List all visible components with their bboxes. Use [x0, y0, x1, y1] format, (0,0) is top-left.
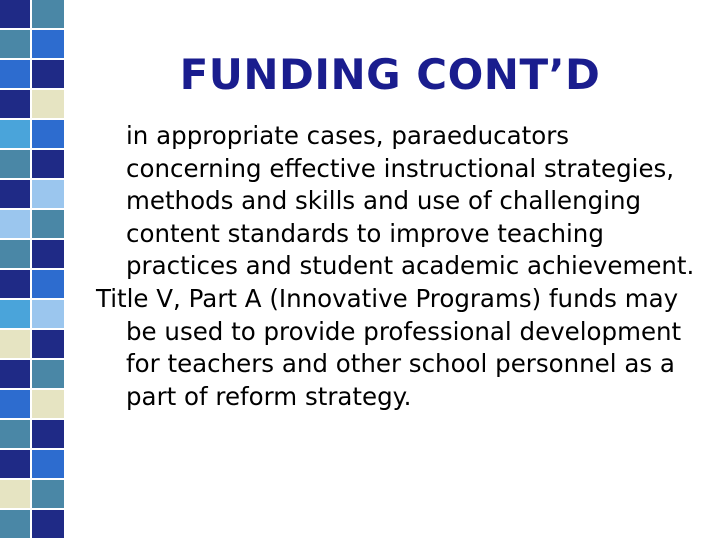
stripe-block — [0, 0, 30, 30]
stripe-block — [32, 180, 64, 210]
slide-title: FUNDING CONT’D — [179, 50, 601, 99]
stripe-block — [32, 270, 64, 300]
stripe-block — [0, 120, 30, 150]
slide-body — [96, 120, 706, 413]
stripe-block — [0, 60, 30, 90]
stripe-block — [0, 270, 30, 300]
body-paragraph: in appropriate cases, paraeducators concerning effective instructional strategies, methods and skills and use of challenging content standards to improve teaching practices and student academic achievement. — [126, 121, 695, 281]
stripe-block — [32, 120, 64, 150]
decorative-stripe-bar — [0, 0, 64, 540]
stripe-block — [32, 60, 64, 90]
stripe-block — [32, 450, 64, 480]
stripe-block — [0, 360, 30, 390]
stripe-block — [32, 240, 64, 270]
body-paragraph: Title V, Part A (Innovative Programs) funds may be used to provide professional development for teachers and other school personnel as a part of reform strategy. — [96, 283, 682, 411]
stripe-block — [32, 420, 64, 450]
stripe-block — [32, 150, 64, 180]
stripe-block — [0, 390, 30, 420]
stripe-block — [0, 330, 30, 360]
stripe-block — [32, 360, 64, 390]
stripe-block — [32, 510, 64, 540]
stripe-column-right — [32, 0, 64, 540]
stripe-block — [0, 180, 30, 210]
stripe-block — [32, 210, 64, 240]
stripe-block — [0, 30, 30, 60]
stripe-block — [0, 420, 30, 450]
stripe-block — [0, 450, 30, 480]
stripe-block — [0, 510, 30, 540]
stripe-block — [32, 90, 64, 120]
stripe-block — [0, 150, 30, 180]
stripe-block — [32, 30, 64, 60]
stripe-block — [32, 390, 64, 420]
stripe-column-left — [0, 0, 32, 540]
stripe-block — [0, 90, 30, 120]
stripe-block — [0, 210, 30, 240]
stripe-block — [32, 300, 64, 330]
stripe-block — [0, 240, 30, 270]
stripe-block — [0, 300, 30, 330]
stripe-block — [32, 0, 64, 30]
stripe-block — [32, 480, 64, 510]
stripe-block — [0, 480, 30, 510]
stripe-block — [32, 330, 64, 360]
